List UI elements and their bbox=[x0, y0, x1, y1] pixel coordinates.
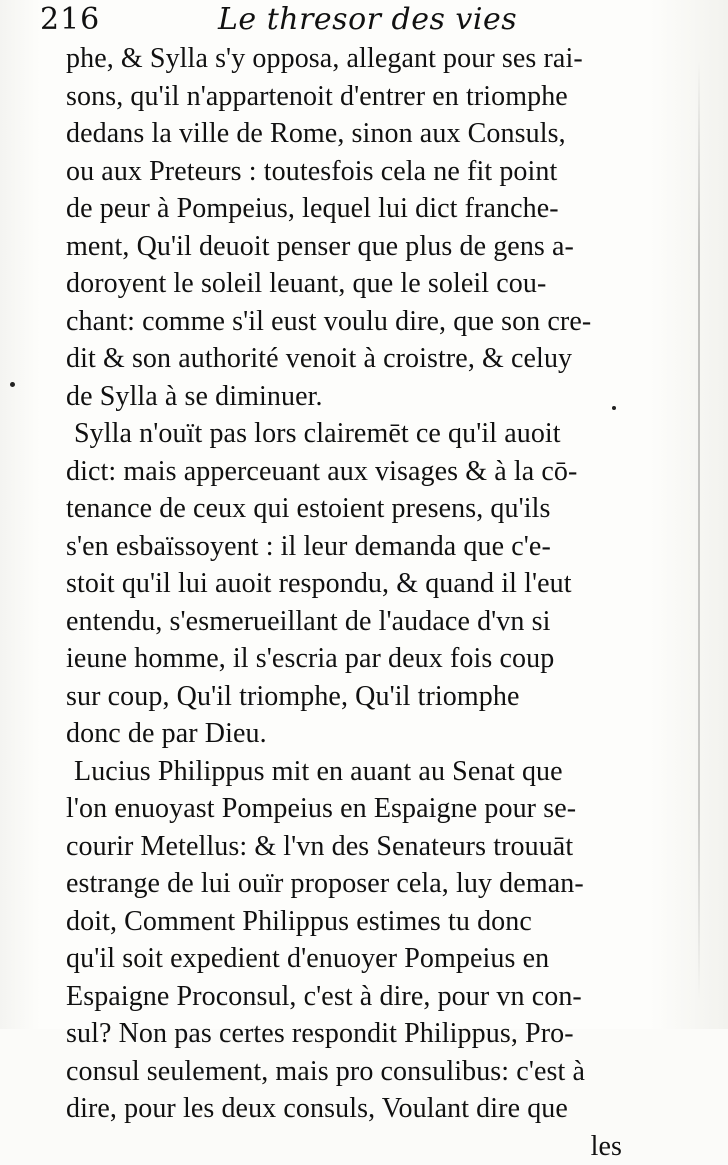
text-line: tenance de ceux qui estoient presens, qu'ils bbox=[66, 490, 626, 528]
text-line: consul seulement, mais pro consulibus: c'est à bbox=[66, 1053, 626, 1091]
ink-speck bbox=[10, 382, 15, 387]
text-line: ment, Qu'il deuoit penser que plus de gens a- bbox=[66, 228, 626, 266]
text-line: ieune homme, il s'escria par deux fois coup bbox=[66, 640, 626, 678]
text-line: entendu, s'esmerueillant de l'audace d'vn si bbox=[66, 603, 626, 641]
text-line: sons, qu'il n'appartenoit d'entrer en triomphe bbox=[66, 78, 626, 116]
ink-speck bbox=[612, 406, 616, 410]
text-line: dire, pour les deux consuls, Voulant dire que bbox=[66, 1090, 626, 1128]
body-text bbox=[66, 40, 626, 1165]
text-line: phe, & Sylla s'y opposa, allegant pour ses rai- bbox=[66, 40, 626, 78]
page-header bbox=[40, 4, 630, 40]
text-line: courir Metellus: & l'vn des Senateurs trouuāt bbox=[66, 828, 626, 866]
text-line: sul? Non pas certes respondit Philippus, Pro- bbox=[66, 1015, 626, 1053]
text-line: dit & son authorité venoit à croistre, & celuy bbox=[66, 340, 626, 378]
text-line: de peur à Pompeius, lequel lui dict franche- bbox=[66, 190, 626, 228]
gutter-shadow bbox=[698, 60, 700, 1000]
text-line: chant: comme s'il eust voulu dire, que son cre- bbox=[66, 303, 626, 341]
text-line: de Sylla à se diminuer. bbox=[66, 378, 626, 416]
text-line: estrange de lui ouïr proposer cela, luy deman- bbox=[66, 865, 626, 903]
text-line: s'en esbaïssoyent : il leur demanda que c'e- bbox=[66, 528, 626, 566]
catchword: les bbox=[66, 1128, 626, 1165]
text-line: dict: mais apperceuant aux visages & à la cō- bbox=[66, 453, 626, 491]
paragraph-start-line: Sylla n'ouït pas lors clairemēt ce qu'il auoit bbox=[66, 415, 626, 453]
text-line: stoit qu'il lui auoit respondu, & quand il l'eut bbox=[66, 565, 626, 603]
text-line: doroyent le soleil leuant, que le soleil cou- bbox=[66, 265, 626, 303]
text-line: sur coup, Qu'il triomphe, Qu'il triomphe bbox=[66, 678, 626, 716]
text-line: donc de par Dieu. bbox=[66, 715, 626, 753]
page-number: 216 bbox=[40, 2, 100, 38]
text-line: Espaigne Proconsul, c'est à dire, pour vn con- bbox=[66, 978, 626, 1016]
paragraph-start-line: Lucius Philippus mit en auant au Senat que bbox=[66, 753, 626, 791]
text-line: ou aux Preteurs : toutesfois cela ne fit point bbox=[66, 153, 626, 191]
text-line: l'on enuoyast Pompeius en Espaigne pour se- bbox=[66, 790, 626, 828]
text-line: qu'il soit expedient d'enuoyer Pompeius en bbox=[66, 940, 626, 978]
text-line: doit, Comment Philippus estimes tu donc bbox=[66, 903, 626, 941]
text-line: dedans la ville de Rome, sinon aux Consuls, bbox=[66, 115, 626, 153]
running-title: Le thresor des vies bbox=[218, 2, 517, 38]
